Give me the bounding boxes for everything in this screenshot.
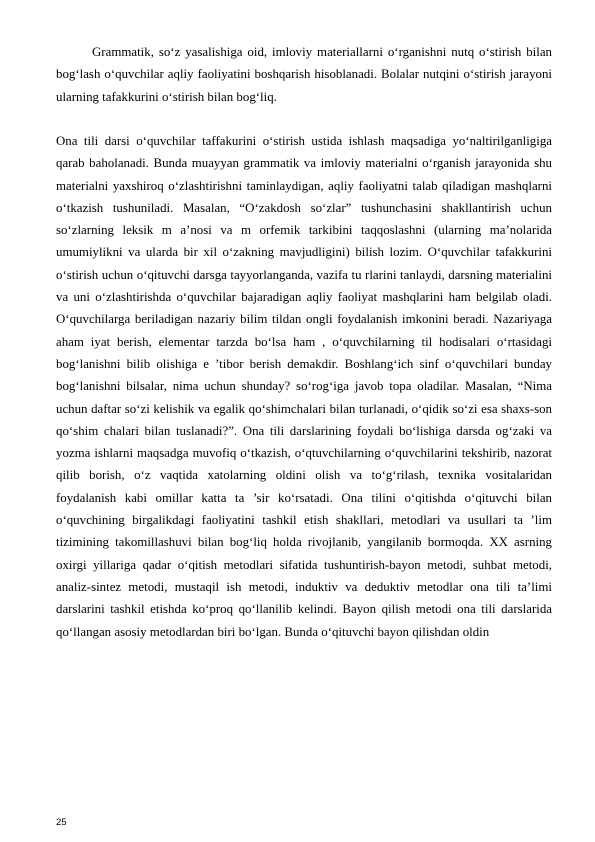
- paragraph-1: Grammatik, so‘z yasalishiga oid, imloviy materiallarni o‘rganishni nutq o‘stirish bilan bog‘lash o‘quvchilar aqliy faoliyatini boshqarish hisoblanadi. Bolalar nutqini o‘stirish jarayoni ularning tafakkurini o‘stirish bilan bog‘liq.: [56, 45, 552, 104]
- paragraph-2: Ona tili darsi o‘quvchilar taffakurini o‘stirish ustida ishlash maqsadiga yo‘naltirilganligiga qarab baholanadi. Bunda muayyan grammatik va imloviy materialni o‘rganish jarayonida shu materialni yaxshiroq o‘zlashtirishni taminlaydigan, aqliy faoliyatni talab qiladigan mashqlarni o‘tkazish tushuniladi. Masalan, “O‘zakdosh so‘zlar” tushunchasini shakllantirish uchun so‘zlarning leksik m a’nosi va m orfemik tarkibini taqqoslashni (ularning ma’nolarida umumiylikni va ularda bir xil o‘zakning mavjudligini) bilish lozim. O‘quvchilar tafakkurini o‘stirish uchun o‘qituvchi darsga tayyorlanganda, vazifa tu rlarini tanlaydi, darsning materialini va uni o‘zlashtirishda o‘quvchilar bajaradigan aqliy faoliyat mashqlarini ham belgilab oladi. O‘quvchilarga beriladigan nazariy bilim tildan ongli foydalanish imkonini beradi. Nazariyaga aham iyat berish, elementar tarzda bo‘lsa ham , o‘quvchilarning til hodisalari o‘rtasidagi bog‘lanishni bilib olishiga e ’tibor berish demakdir. Boshlang‘ich sinf o‘quvchilari bunday bog‘lanishni bilsalar, nima uchun shunday? so‘rog‘iga javob topa oladilar. Masalan, “Nima uchun daftar so‘zi kelishik va egalik qo‘shimchalari bilan turlanadi, o‘qidik so‘zi esa shaxs-son qo‘shim chalari bilan tuslanadi?”. Ona tili darslarining foydali bo‘lishiga darsda og‘zaki va yozma ishlarni maqsadga muvofiq o‘tkazish, o‘qtuvchilarning o‘quvchilarini tekshirib, nazorat qilib borish, o‘z vaqtida xatolarning oldini olish va to‘g‘rilash, texnika vositalaridan foydalanish kabi omillar katta ta ’sir ko‘rsatadi. Ona tilini o‘qitishda o‘qituvchi bilan o‘quvchining birgalikdagi faoliyatini tashkil etish shakllari, metodlari va usullari ta ’lim tizimining takomillashuvi bilan bog‘liq holda rivojlanib, yangilanib bormoqda. XX asrning oxirgi yillariga qadar o‘qitish metodlari sifatida tushuntirish-bayon metodi, suhbat metodi, analiz-sintez metodi, mustaqil ish metodi, induktiv va deduktiv metodlar ona tili ta’limi darslarini tashkil etishda ko‘proq qo‘llanilib kelindi. Bayon qilish metodi ona tili darslarida qo‘llangan asosiy metodlardan biri bo‘lgan. Bunda o‘qituvchi bayon qilishdan oldin: [56, 134, 552, 639]
- page-number: 25: [56, 817, 67, 828]
